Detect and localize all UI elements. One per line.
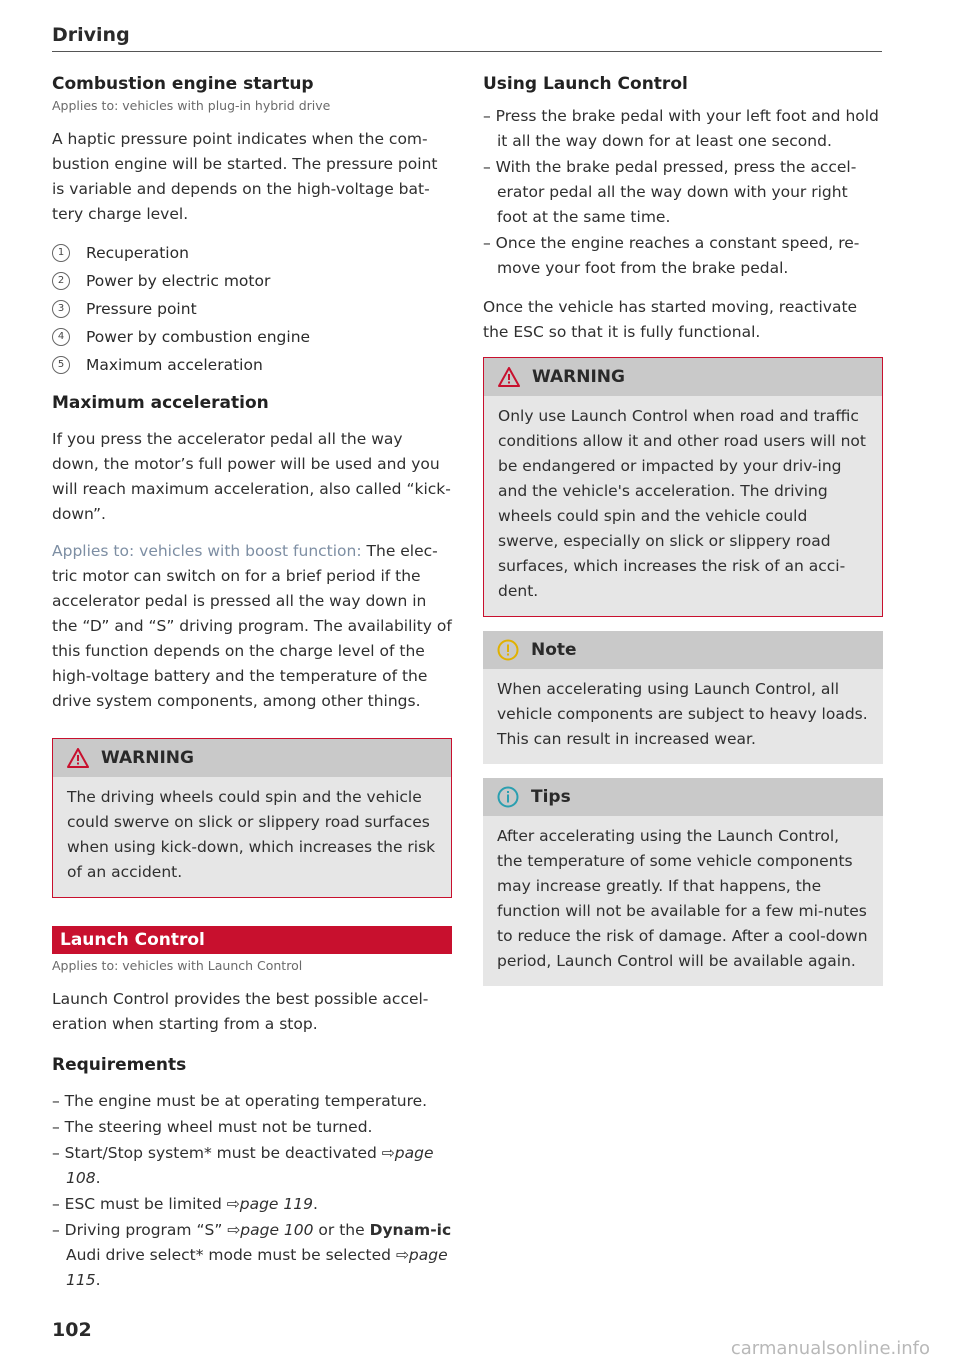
req-text: or the xyxy=(313,1221,370,1239)
warning-header xyxy=(484,358,882,396)
boost-function-paragraph xyxy=(52,539,452,714)
circled-number-icon: 5 xyxy=(52,356,70,374)
warning-header xyxy=(53,739,451,777)
reactivate-esc-paragraph: Once the vehicle has started moving, reactivate the ESC so that it is fully functional. xyxy=(483,298,858,341)
warning-label: WARNING xyxy=(101,748,194,768)
warning-box-launch-control xyxy=(483,357,883,617)
tips-header xyxy=(483,778,883,816)
circled-number-icon: 4 xyxy=(52,328,70,346)
header-divider xyxy=(52,51,882,52)
section-title-combustion-startup: Combustion engine startup xyxy=(52,74,314,94)
info-circle-icon xyxy=(497,786,519,808)
page-reference-link[interactable]: ⇨page 100 xyxy=(227,1221,314,1239)
note-header xyxy=(483,631,883,669)
req-text: – ESC must be limited xyxy=(52,1195,227,1213)
list-item: – The steering wheel must not be turned. xyxy=(52,1118,373,1136)
req-text-end: . xyxy=(95,1169,101,1187)
subsection-title-requirements: Requirements xyxy=(52,1055,187,1075)
tips-body xyxy=(483,816,883,986)
warning-text: Only use Launch Control when road and traffic conditions allow it and other road users will not be endangered or impacted by your driv-ing and the vehicle's acceleration. The driving wheels could spin and the vehicle could swerve, especially on slick or slippery road surfaces, which increases the risk of an acci-dent. xyxy=(498,407,866,600)
using-steps-list xyxy=(483,104,883,281)
launch-control-paragraph: Launch Control provides the best possible accel-eration when starting from a stop. xyxy=(52,990,429,1033)
tips-label: Tips xyxy=(531,787,571,807)
legend-item xyxy=(52,295,452,323)
legend-list xyxy=(52,239,452,379)
warning-label: WARNING xyxy=(532,367,625,387)
legend-label: Power by electric motor xyxy=(86,272,271,290)
right-column xyxy=(483,74,883,1000)
watermark: carmanualsonline.info xyxy=(730,1338,930,1359)
warning-triangle-icon xyxy=(67,748,89,768)
subsection-title-using-launch-control: Using Launch Control xyxy=(483,74,688,94)
applies-plugin-hybrid: Applies to: vehicles with plug-in hybrid drive xyxy=(52,98,331,113)
list-item xyxy=(52,1218,452,1293)
launch-control-section-bar: Launch Control xyxy=(52,926,452,954)
warning-text: The driving wheels could spin and the vehicle could swerve on slick or slippery road surfaces when using kick-down, which increases the risk of an accident. xyxy=(67,788,436,881)
legend-item xyxy=(52,351,452,379)
circled-number-icon: 1 xyxy=(52,244,70,262)
circled-number-icon: 3 xyxy=(52,300,70,318)
req-text: – Driving program “S” xyxy=(52,1221,228,1239)
note-text: When accelerating using Launch Control, all vehicle components are subject to heavy loads. This can result in increased wear. xyxy=(497,680,868,748)
circled-number-icon: 2 xyxy=(52,272,70,290)
note-label: Note xyxy=(531,640,577,660)
page-reference-link[interactable]: ⇨page 119 xyxy=(226,1195,313,1213)
list-item: – With the brake pedal pressed, press the accel-erator pedal all the way down with your right foot at the same time. xyxy=(483,158,857,226)
req-text: Audi drive select* mode must be selected xyxy=(66,1246,396,1264)
combustion-startup-paragraph: A haptic pressure point indicates when the com-bustion engine will be started. The pressure point is variable and depends on the high-voltage bat-tery charge level. xyxy=(52,130,438,223)
running-header: Driving xyxy=(52,24,130,46)
left-column xyxy=(52,74,452,1307)
list-item xyxy=(52,1192,452,1217)
req-text-end: . xyxy=(312,1195,318,1213)
req-text: – Start/Stop system* must be deactivated xyxy=(52,1144,382,1162)
warning-body xyxy=(484,396,882,616)
legend-label: Maximum acceleration xyxy=(86,356,263,374)
req-text-end: . xyxy=(95,1271,101,1289)
note-box xyxy=(483,631,883,764)
legend-label: Power by combustion engine xyxy=(86,328,311,346)
requirements-list xyxy=(52,1089,452,1293)
page-reference-link[interactable]: ⇨page 115 xyxy=(66,1246,448,1289)
subsection-title-max-acceleration: Maximum acceleration xyxy=(52,393,269,413)
legend-item xyxy=(52,323,452,351)
warning-triangle-icon xyxy=(498,367,520,387)
list-item xyxy=(52,1141,452,1191)
applies-boost-function: Applies to: vehicles with boost function: xyxy=(52,542,362,560)
exclamation-circle-icon xyxy=(497,639,519,661)
legend-label: Pressure point xyxy=(86,300,197,318)
list-item: – Press the brake pedal with your left foot and hold it all the way down for at least one second. xyxy=(483,107,879,150)
list-item: – The engine must be at operating temperature. xyxy=(52,1092,428,1110)
boost-function-text: The elec-tric motor can switch on for a brief period if the accelerator pedal is pressed all the way down in the “D” and “S” driving program. The availability of this function depends on the charge level of the high-voltage battery and the temperature of the drive system components, among other things. xyxy=(52,542,452,710)
legend-item xyxy=(52,239,452,267)
list-item: – Once the engine reaches a constant speed, re-move your foot from the brake pedal. xyxy=(483,234,860,277)
applies-launch-control: Applies to: vehicles with Launch Control xyxy=(52,958,303,973)
page-number: 102 xyxy=(52,1319,92,1341)
tips-text: After accelerating using the Launch Control, the temperature of some vehicle components may increase greatly. If that happens, the function will not be available for a few mi-nutes to reduce the risk of damage. After a cool-down period, Launch Control will be available again. xyxy=(497,827,868,970)
page-reference-link[interactable]: ⇨page 108 xyxy=(66,1144,434,1187)
warning-body xyxy=(53,777,451,897)
req-bold-term: Dynam-ic xyxy=(369,1221,452,1239)
warning-box-kickdown xyxy=(52,738,452,898)
tips-box xyxy=(483,778,883,986)
note-body xyxy=(483,669,883,764)
legend-label: Recuperation xyxy=(86,244,189,262)
legend-item xyxy=(52,267,452,295)
max-acceleration-paragraph: If you press the accelerator pedal all the way down, the motor’s full power will be used and you will reach maximum acceleration, also called “kick-down”. xyxy=(52,430,451,523)
